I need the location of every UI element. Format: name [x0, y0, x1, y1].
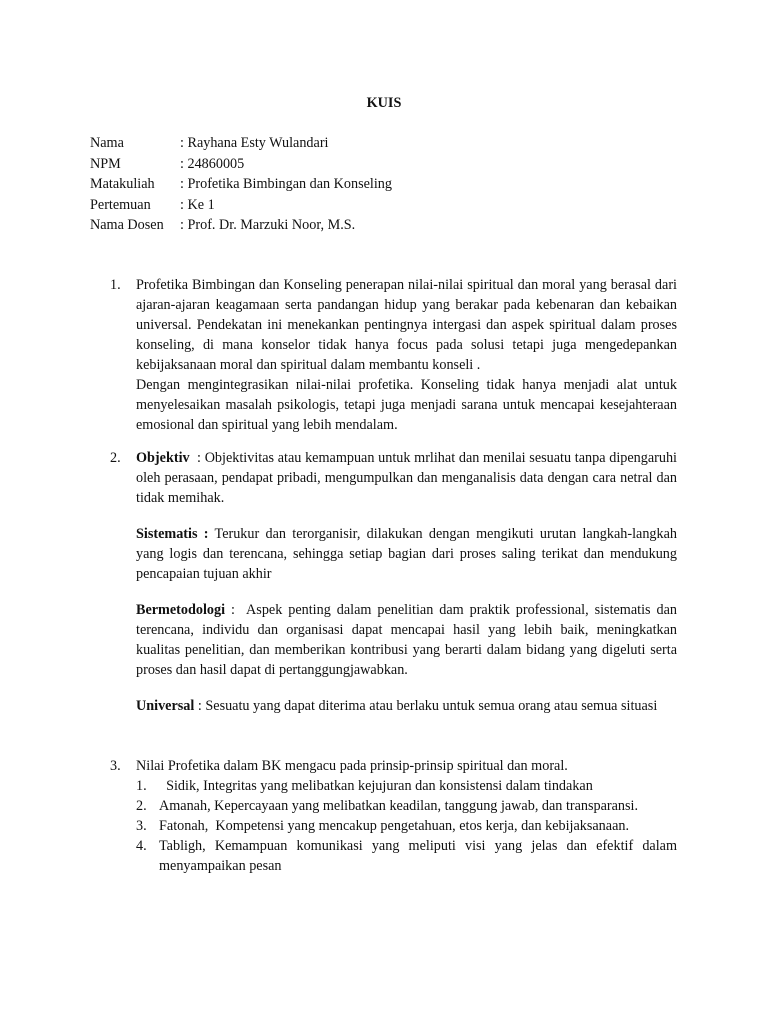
definition-text: Aspek penting dalam penelitian dam praktik professional, sistematis dan terencana, individu dan organisasi dapat mencapai hasil yang lebih baik, meningkatkan kualitas penelitian, dan memberikan kontribusi yang berarti dalam bidang yang digeluti serta proses dan hasil dapat di pertanggungjawabkan.: [136, 602, 677, 678]
list-item-text: Sidik, Integritas yang melibatkan kejujuran dan konsistensi dalam tindakan: [159, 778, 593, 794]
identity-label: Matakuliah: [90, 176, 155, 192]
definition-term: Objektiv: [136, 450, 190, 466]
list-item-text: Amanah, Kepercayaan yang melibatkan keadilan, tanggung jawab, dan transparansi.: [159, 798, 639, 814]
definition-sistematis: [136, 524, 677, 584]
identity-value: : 24860005: [180, 155, 245, 172]
answer-number: 2.: [110, 450, 121, 466]
identity-row-pertemuan: [90, 195, 392, 216]
definition-text: Objektivitas atau kemampuan untuk mrlihat dan menilai sesuatu tanpa dipengaruhi oleh perasaan, pendapat pribadi, mengumpulkan dan menganalisis data dengan cara netral dan tidak memihak.: [136, 450, 677, 506]
answer-body: [136, 448, 677, 716]
list-item: [136, 836, 677, 876]
definition-objektiv: [136, 448, 677, 508]
answer-2: [110, 448, 677, 716]
identity-value: : Profetika Bimbingan dan Konseling: [180, 176, 392, 192]
definition-term: Bermetodologi: [136, 602, 226, 618]
document-title: KUIS: [366, 95, 402, 111]
list-item-text: Tabligh, Kemampuan komunikasi yang meliputi visi yang jelas dan efektif dalam menyampaikan pesan: [159, 838, 677, 874]
identity-value: : Rayhana Esty Wulandari: [180, 135, 329, 151]
answer-3: [110, 756, 677, 876]
identity-label: NPM: [90, 155, 121, 172]
answer-paragraph: Profetika Bimbingan dan Konseling penerapan nilai-nilai spiritual dan moral yang berasal dari ajaran-ajaran keagamaan serta pandangan hidup yang berakar pada kebenaran dan kebaikan universal. Pendekatan ini menekankan pentingnya intergasi dan aspek spiritual dalam proses konseling, di mana konselor tidak hanya focus pada solusi tetapi juga mengedepankan kebijaksanaan moral dan spiritual dalam membantu konseli .: [136, 277, 677, 373]
definition-text: Sesuatu yang dapat diterima atau berlaku untuk semua orang atau semua situasi: [205, 698, 658, 714]
identity-label: Pertemuan: [90, 196, 151, 213]
identity-label: Nama Dosen: [90, 217, 164, 233]
identity-value: : Prof. Dr. Marzuki Noor, M.S.: [180, 217, 356, 233]
identity-row-matakuliah: [90, 174, 392, 195]
identity-row-nama: [90, 133, 392, 154]
definition-text: Terukur dan terorganisir, dilakukan dengan mengikuti urutan langkah-langkah yang logis dan terencana, sehingga setiap bagian dari proses saling terikat dan mendukung pencapaian tujuan akhir: [136, 526, 678, 582]
answer-body: [136, 756, 677, 876]
definition-separator: :: [189, 450, 205, 466]
answer-intro: Nilai Profetika dalam BK mengacu pada prinsip-prinsip spiritual dan moral.: [136, 758, 568, 774]
definition-separator: :: [225, 602, 247, 618]
list-item-number: 3.: [136, 818, 147, 834]
identity-label: Nama: [90, 135, 124, 151]
answer-number: 3.: [110, 758, 121, 774]
list-item: [136, 776, 677, 796]
definition-bermetodologi: [136, 600, 677, 680]
list-item-number: 2.: [136, 798, 147, 814]
identity-row-npm: [90, 154, 392, 175]
identity-row-dosen: [90, 215, 392, 236]
answer-paragraph: Dengan mengintegrasikan nilai-nilai profetika. Konseling tidak hanya menjadi alat untuk menyelesaikan masalah psikologis, tetapi juga menjadi sarana untuk mencapai kesejahteraan emosional dan spiritual yang lebih mendalam.: [136, 377, 677, 433]
answer-body: [136, 275, 677, 435]
definition-term: Sistematis :: [136, 526, 209, 542]
list-item: [136, 796, 677, 816]
list-item: [136, 816, 677, 836]
identity-value: : Ke 1: [180, 196, 215, 213]
identity-block: [90, 133, 392, 236]
list-item-text: Fatonah, Kompetensi yang mencakup pengetahuan, etos kerja, dan kebijaksanaan.: [159, 818, 630, 834]
list-item-number: 1.: [136, 778, 147, 794]
answer-number: 1.: [110, 277, 121, 293]
list-item-number: 4.: [136, 838, 147, 854]
definition-separator: :: [194, 698, 206, 714]
definition-term: Universal: [136, 698, 195, 714]
definition-universal: [136, 696, 677, 716]
answer-1: [110, 275, 677, 435]
